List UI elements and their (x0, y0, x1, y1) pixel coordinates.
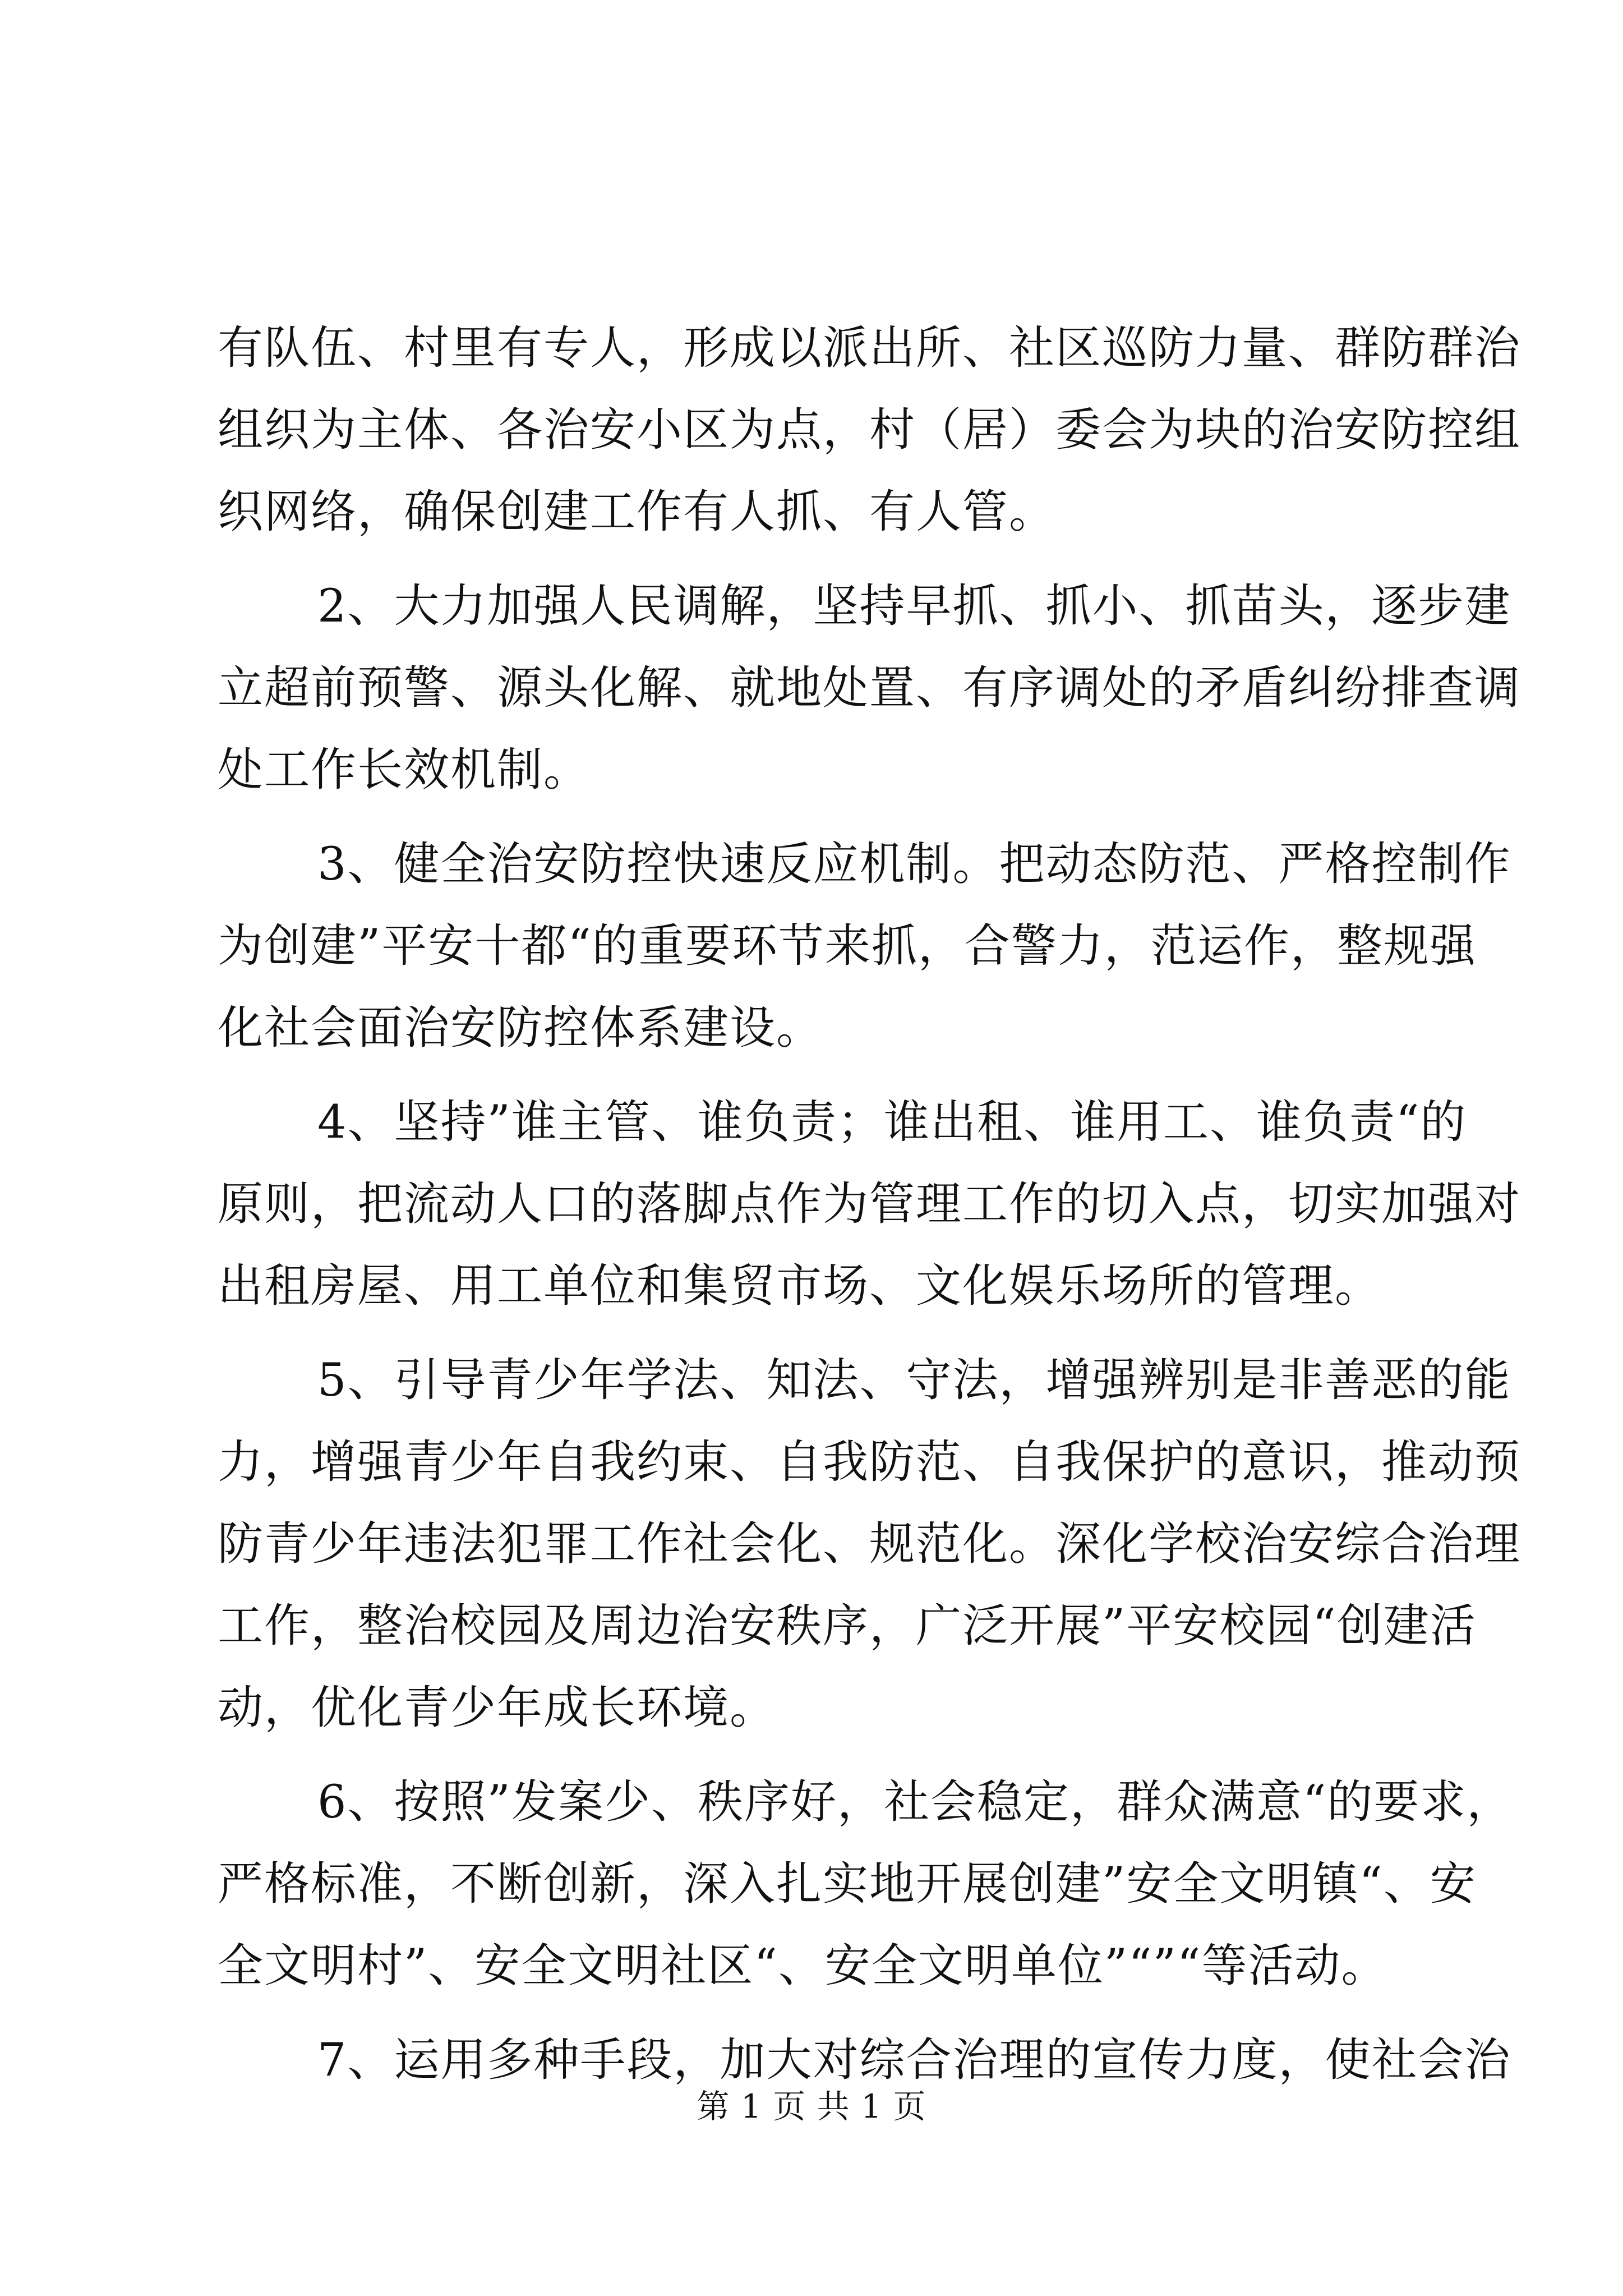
text-line: 全文明村”、安全文明社区“、安全文明单位”“”“等活动。 (218, 1940, 1388, 1993)
text-line: 处工作长效机制。 (218, 744, 591, 797)
paragraph-5-start: 5、引导青少年学法、知法、守法，增强辨别是非善恶的能 (317, 1354, 1511, 1407)
text-line: 立超前预警、源头化解、就地处置、有序调处的矛盾纠纷排查调 (218, 662, 1521, 715)
document-body (218, 307, 1521, 2101)
text-line: 防青少年违法犯罪工作社会化、规范化。深化学校治安综合治理 (218, 1518, 1521, 1571)
page-footer: 第 1 页 共 1 页 (697, 2087, 926, 2125)
text-line: 严格标准，不断创新，深入扎实地开展创建”安全文明镇“、安 (218, 1858, 1477, 1911)
text-line: 动，优化青少年成长环境。 (218, 1682, 777, 1734)
paragraph-3-start: 3、健全治安防控快速反应机制。把动态防范、严格控制作 (317, 838, 1511, 891)
paragraph-6-start: 6、按照”发案少、秩序好，社会稳定，群众满意“的要求， (317, 1776, 1514, 1829)
text-line: 为创建”平安十都“的重要环节来抓，合警力，范运作，整规强 (218, 920, 1477, 973)
text-line: 有队伍、村里有专人，形成以派出所、社区巡防力量、群防群治 (218, 322, 1521, 375)
text-line: 原则，把流动人口的落脚点作为管理工作的切入点，切实加强对 (218, 1178, 1521, 1231)
paragraph-7-start: 7、运用多种手段，加大对综合治理的宣传力度，使社会治 (317, 2034, 1511, 2087)
text-line: 出租房屋、用工单位和集贸市场、文化娱乐场所的管理。 (218, 1260, 1382, 1313)
paragraph-4-start: 4、坚持”谁主管、谁负责；谁出租、谁用工、谁负责“的 (317, 1096, 1467, 1149)
paragraph-2-start: 2、大力加强人民调解，坚持早抓、抓小、抓苗头，逐步建 (317, 580, 1511, 633)
text-line: 织网络，确保创建工作有人抓、有人管。 (218, 486, 1056, 539)
text-line: 工作，整治校园及周边治安秩序，广泛开展”平安校园“创建活 (218, 1600, 1477, 1653)
text-line: 组织为主体、各治安小区为点，村（居）委会为块的治安防控组 (218, 404, 1521, 457)
text-line: 化社会面治安防控体系建设。 (218, 1002, 823, 1055)
text-line: 力，增强青少年自我约束、自我防范、自我保护的意识，推动预 (218, 1436, 1521, 1489)
